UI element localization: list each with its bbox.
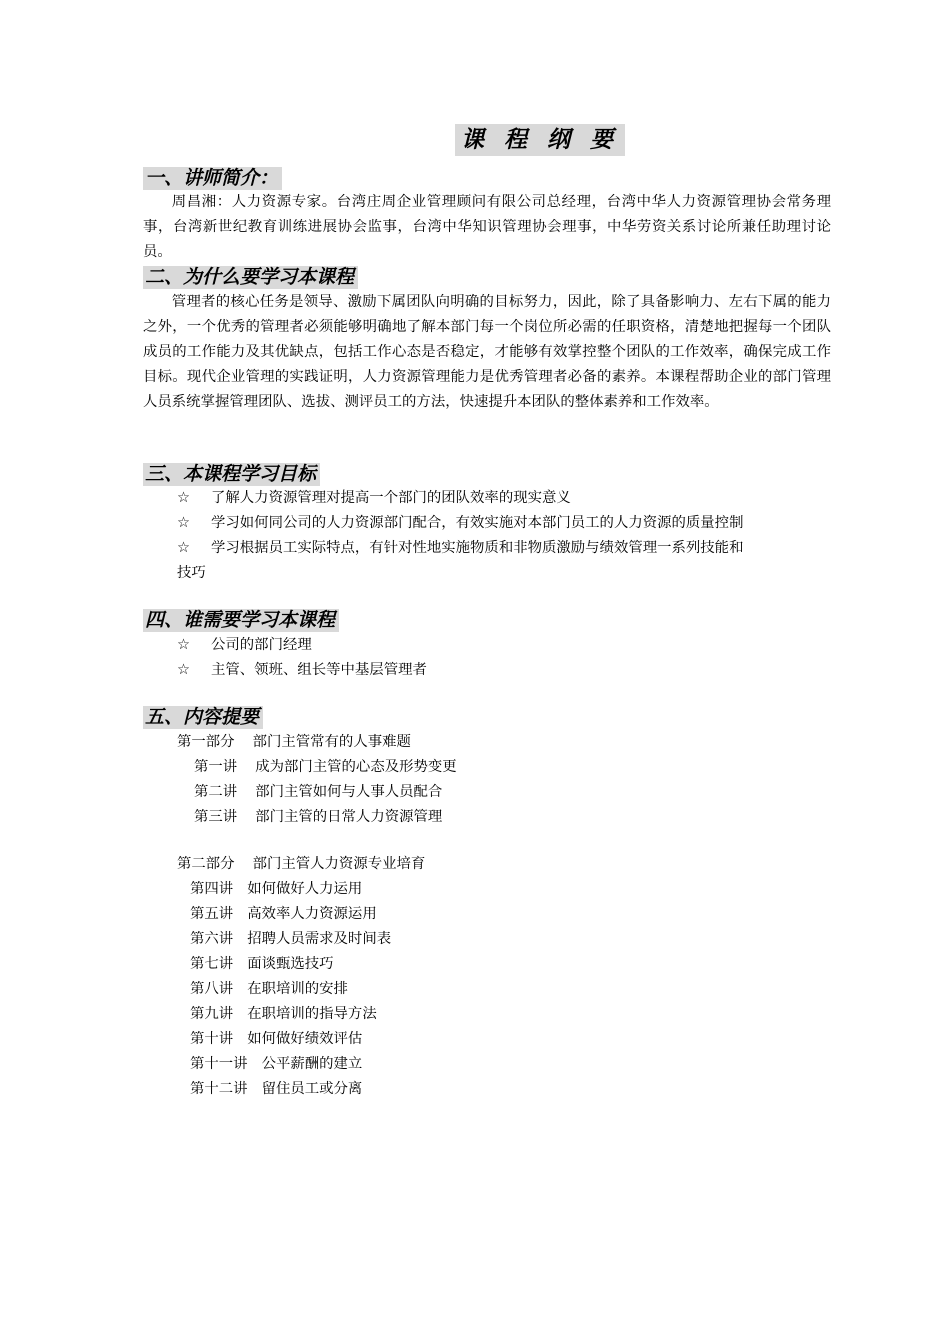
star-icon: ☆ [177, 490, 190, 506]
section-heading-instructor: 一、讲师简介： [143, 167, 282, 190]
lecture-item: 第十讲 如何做好绩效评估 [190, 1031, 363, 1047]
star-icon: ☆ [177, 540, 190, 556]
lecture-item: 第三讲 部门主管的日常人力资源管理 [194, 809, 443, 825]
lecture-item: 第七讲 面谈甄选技巧 [190, 956, 334, 972]
lecture-item: 第一讲 成为部门主管的心态及形势变更 [194, 759, 457, 775]
list-item: ☆ 学习如何同公司的人力资源部门配合，有效实施对本部门员工的人力资源的质量控制 [177, 511, 743, 536]
lecture-item: 第四讲 如何做好人力运用 [190, 881, 363, 897]
star-icon: ☆ [177, 662, 190, 678]
lecture-item: 第五讲 高效率人力资源运用 [190, 906, 377, 922]
section-heading-contents: 五、内容提要 [143, 706, 263, 729]
page-title: 课 程 纲 要 [455, 124, 625, 156]
star-icon: ☆ [177, 637, 190, 653]
list-item: ☆ 了解人力资源管理对提高一个部门的团队效率的现实意义 [177, 486, 571, 511]
list-item: ☆ 公司的部门经理 [177, 633, 312, 658]
part-heading: 第二部分 部门主管人力资源专业培育 [177, 856, 426, 872]
lecture-item: 第二讲 部门主管如何与人事人员配合 [194, 784, 443, 800]
list-item: ☆ 学习根据员工实际特点，有针对性地实施物质和非物质激励与绩效管理一系列技能和 [177, 536, 743, 561]
why-paragraph: 管理者的核心任务是领导、激励下属团队向明确的目标努力，因此，除了具备影响力、左右下属的能力之外，一个优秀的管理者必须能够明确地了解本部门每一个岗位所必需的任职资格，清楚地把握每一个团队成员的工作能力及其优缺点，包括工作心态是否稳定，才能够有效掌控整个团队的工作效率，确保完成工作目标。现代企业管理的实践证明，人力资源管理能力是优秀管理者必备的素养。本课程帮助企业的部门管理人员系统掌握管理团队、选拔、测评员工的方法，快速提升本团队的整体素养和工作效率。 [143, 294, 831, 410]
part-heading: 第一部分 部门主管常有的人事难题 [177, 734, 411, 750]
lecture-item: 第九讲 在职培训的指导方法 [190, 1006, 377, 1022]
section-heading-why: 二、为什么要学习本课程 [143, 266, 358, 289]
lecture-item: 第八讲 在职培训的安排 [190, 981, 348, 997]
lecture-item: 第十一讲 公平薪酬的建立 [190, 1056, 363, 1072]
lecture-item: 第十二讲 留住员工或分离 [190, 1081, 363, 1097]
list-item: ☆ 主管、领班、组长等中基层管理者 [177, 658, 427, 683]
star-icon: ☆ [177, 515, 190, 531]
section-heading-audience: 四、谁需要学习本课程 [143, 609, 339, 632]
section-heading-goals: 三、本课程学习目标 [143, 463, 320, 486]
lecture-item: 第六讲 招聘人员需求及时间表 [190, 931, 392, 947]
list-item-continuation: 技巧 [177, 565, 206, 581]
instructor-paragraph: 周昌湘：人力资源专家。台湾庄周企业管理顾问有限公司总经理，台湾中华人力资源管理协会常务理事，台湾新世纪教育训练进展协会监事，台湾中华知识管理协会理事，中华劳资关系讨论所兼任助理讨论员。 [143, 194, 831, 260]
